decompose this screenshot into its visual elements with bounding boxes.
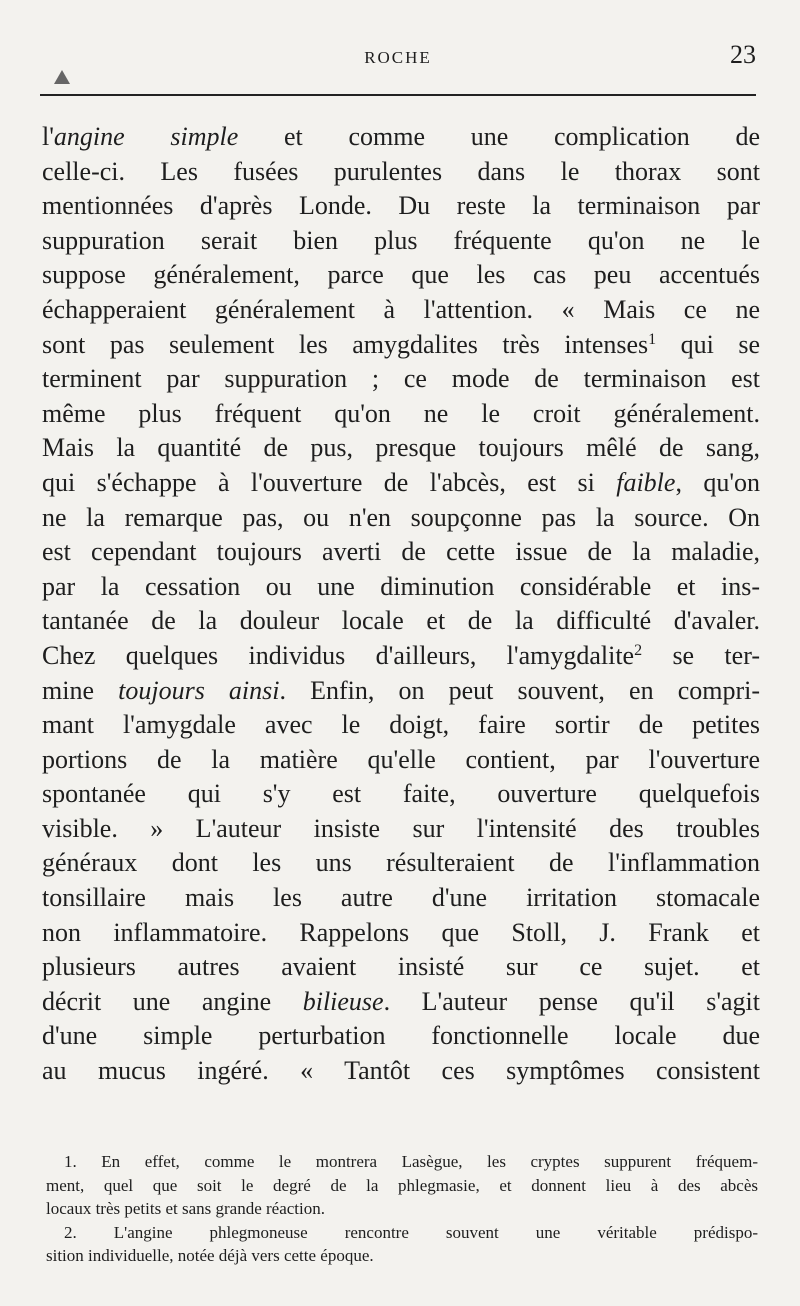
text-segment: mine	[42, 675, 119, 705]
footnotes	[46, 1150, 758, 1268]
header-rule	[40, 94, 756, 96]
text-line	[42, 708, 760, 743]
text-line	[42, 155, 760, 190]
text-line	[42, 258, 760, 293]
text-segment: suppose généralement, parce que les cas peu accentués	[42, 260, 760, 290]
text-line	[42, 639, 760, 674]
page-header	[40, 40, 756, 98]
text-segment: . L'auteur pense qu'il s'agit	[383, 986, 760, 1016]
text-line	[42, 570, 760, 605]
text-line	[42, 397, 760, 432]
footnote-ref[interactable]: 2	[634, 641, 643, 659]
text-segment: Mais la quantité de pus, presque toujours mêlé de sang,	[42, 433, 760, 463]
text-segment: tantanée de la douleur locale et de la difficulté d'avaler.	[42, 606, 760, 636]
text-segment: Chez quelques individus d'ailleurs, l'amygdalite	[42, 640, 635, 670]
footnote-ref[interactable]: 1	[648, 330, 657, 348]
text-line	[42, 189, 760, 224]
text-line	[42, 812, 760, 847]
text-segment: décrit une angine	[42, 986, 303, 1016]
text-segment: qui se	[656, 329, 760, 359]
text-segment: suppuration serait bien plus fréquente qu'on ne le	[42, 225, 760, 255]
text-segment: spontanée qui s'y est faite, ouverture quelquefois	[42, 779, 760, 809]
running-head: ROCHE	[364, 48, 432, 67]
text-segment: , qu'on	[675, 467, 761, 497]
text-segment: celle-ci. Les fusées purulentes dans le thorax sont	[42, 156, 760, 186]
text-line	[42, 777, 760, 812]
page-number: 23	[730, 40, 756, 69]
text-segment: généraux dont les uns résulteraient de l'inflammation	[42, 848, 760, 878]
footnote-line: 1. En effet, comme le montrera Lasègue, les cryptes suppurent fréquem-	[64, 1152, 758, 1171]
text-segment: au mucus ingéré. « Tantôt ces symptômes consistent	[42, 1056, 760, 1086]
italic-text: bilieuse	[302, 986, 384, 1016]
text-segment: échapperaient généralement à l'attention. « Mais ce ne	[42, 294, 760, 324]
text-line	[42, 293, 760, 328]
text-segment: et comme une complication de	[238, 122, 760, 151]
text-line	[42, 881, 760, 916]
text-segment: plusieurs autres avaient insisté sur ce sujet. et	[42, 952, 760, 982]
text-line	[42, 362, 760, 397]
footnote-line: ment, quel que soit le degré de la phlegmasie, et donnent lieu à des abcès	[46, 1175, 758, 1195]
text-line	[42, 674, 760, 709]
text-line	[42, 743, 760, 778]
text-line	[42, 846, 760, 881]
text-line	[42, 1054, 760, 1089]
text-segment: terminent par suppuration ; ce mode de terminaison est	[42, 364, 760, 394]
text-segment: qui s'échappe à l'ouverture de l'abcès, est si	[42, 467, 617, 497]
text-segment: sont pas seulement les amygdalites très intenses	[42, 329, 649, 359]
text-line	[42, 328, 760, 363]
text-segment: . Enfin, on peut souvent, en compri-	[279, 675, 760, 705]
text-segment: d'une simple perturbation fonctionnelle locale due	[42, 1021, 760, 1051]
text-line	[42, 950, 760, 985]
text-line	[42, 604, 760, 639]
text-segment: ne la remarque pas, ou n'en soupçonne pas la source. On	[42, 502, 760, 532]
footnote-line: locaux très petits et sans grande réaction.	[46, 1199, 325, 1218]
text-line	[42, 431, 760, 466]
text-segment: non inflammatoire. Rappelons que Stoll, J. Frank et	[42, 917, 760, 947]
text-segment: visible. » L'auteur insiste sur l'intensité des troubles	[42, 813, 760, 843]
italic-text: toujours ainsi	[118, 675, 280, 705]
text-segment: est cependant toujours averti de cette issue de la maladie,	[42, 537, 760, 567]
text-line	[42, 535, 760, 570]
body-text	[42, 120, 760, 1089]
text-segment: par la cessation ou une diminution considérable et ins-	[42, 571, 760, 601]
text-line	[42, 1019, 760, 1054]
italic-text: angine simple	[53, 122, 239, 151]
footnote-line: sition individuelle, notée déjà vers cette époque.	[46, 1246, 374, 1265]
corner-mark-icon	[54, 70, 70, 84]
text-line	[42, 985, 760, 1020]
text-line	[42, 916, 760, 951]
text-line	[42, 466, 760, 501]
italic-text: faible	[616, 467, 676, 497]
text-line	[42, 224, 760, 259]
text-segment: mant l'amygdale avec le doigt, faire sortir de petites	[42, 710, 760, 740]
text-line	[42, 120, 760, 155]
footnote-line: 2. L'angine phlegmoneuse rencontre souvent une véritable prédispo-	[64, 1222, 758, 1242]
text-segment: se ter-	[642, 640, 760, 670]
text-segment: mentionnées d'après Londe. Du reste la terminaison par	[42, 191, 760, 221]
text-segment: l'	[42, 122, 54, 151]
text-line	[42, 501, 760, 536]
text-segment: tonsillaire mais les autre d'une irritation stomacale	[42, 883, 760, 913]
text-segment: portions de la matière qu'elle contient, par l'ouverture	[42, 744, 760, 774]
text-segment: même plus fréquent qu'on ne le croit généralement.	[42, 398, 760, 428]
